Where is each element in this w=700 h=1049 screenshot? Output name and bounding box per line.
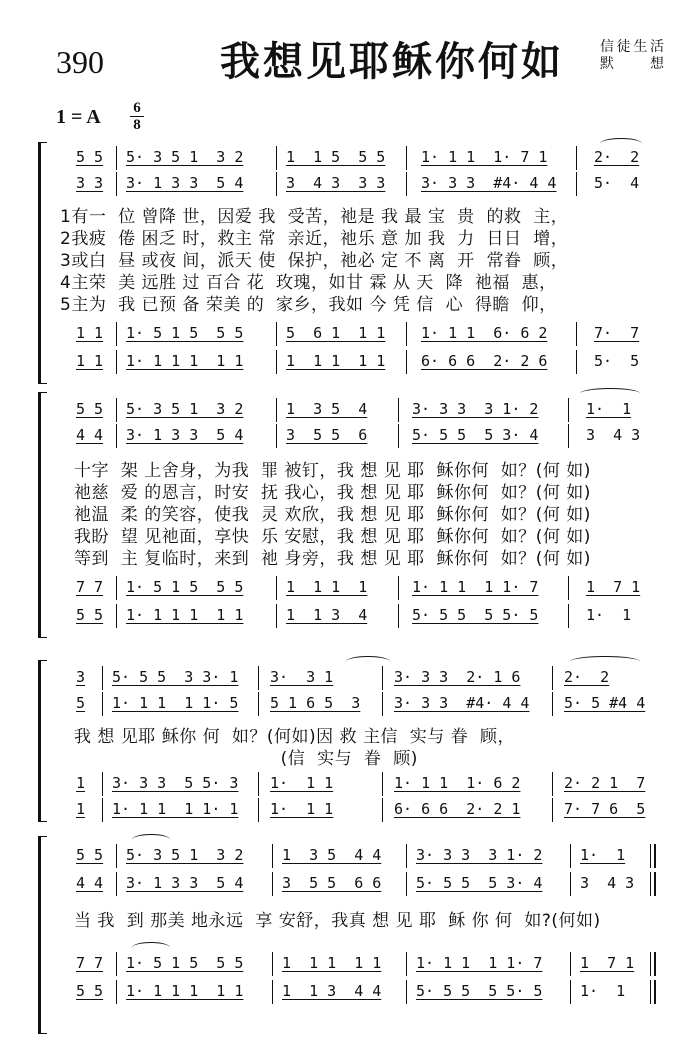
lyric-verse-2: 2我疲 倦 困乏 时，救主 常 亲近，祂乐 意 加 我 力 日日 增， xyxy=(60,229,569,249)
barline xyxy=(116,322,117,346)
note-group: 3 4 3 xyxy=(586,426,641,444)
note-group: 5· 5 5 5 5· 5 xyxy=(412,606,539,624)
note-group: 1· 1 1 1 1 1 xyxy=(126,352,244,370)
note-group: 1· 1 1 1· 7 1 xyxy=(421,148,548,166)
note-group: 7 7 xyxy=(76,578,104,596)
barline xyxy=(116,980,117,1004)
lyric-verse-4: 4主荣 美 远胜 过 百合 花 玫瑰，如甘 霖 从 天 降 祂福 惠， xyxy=(60,273,557,293)
note-group: 4 4 xyxy=(76,426,104,444)
lyric-line: 我 想 见耶 稣你 何 如？(何如)因 救 主信 实与 眷 顾， xyxy=(74,727,516,747)
note-group: 1· 1 xyxy=(586,400,632,418)
barline xyxy=(568,604,569,628)
lower-line-1 xyxy=(76,578,658,600)
note-group: 3· 3 3 5 5· 3 xyxy=(112,774,239,792)
barline xyxy=(276,424,277,448)
barline xyxy=(276,604,277,628)
note-group: 6· 6 6 2· 2 6 xyxy=(421,352,548,370)
tie xyxy=(570,656,640,667)
note-group: 3· 3 3 3 1· 2 xyxy=(412,400,539,418)
note-group: 5· 3 5 1 3 2 xyxy=(126,148,244,166)
barline xyxy=(406,322,407,346)
barline xyxy=(406,172,407,196)
note-group: 2· 2 xyxy=(564,668,610,686)
note-group: 3· 3 3 3 1· 2 xyxy=(416,846,543,864)
lyric-verse-5: 5主为 我 已预 备 荣美 的 家乡，我如 今 凭 信 心 得瞻 仰， xyxy=(60,295,557,315)
upper-line-1 xyxy=(76,846,658,868)
barline xyxy=(576,146,577,170)
barline xyxy=(276,322,277,346)
note-group: 1 3 5 4 xyxy=(286,400,368,418)
barline xyxy=(382,772,383,796)
barline xyxy=(102,666,103,690)
tie xyxy=(600,138,642,149)
note-group: 1 1 5 5 5 xyxy=(286,148,386,166)
barline xyxy=(116,604,117,628)
note-group: 1· 1 1 1· 6 2 xyxy=(394,774,521,792)
note-group: 5· 5 xyxy=(594,352,640,370)
system-brace xyxy=(38,836,47,1034)
note-group: 3 4 3 3 3 xyxy=(286,174,386,192)
barline xyxy=(406,980,407,1004)
note-group: 5· 5 5 3 3· 1 xyxy=(112,668,239,686)
tie xyxy=(132,942,170,953)
barline xyxy=(406,872,407,896)
time-signature xyxy=(130,100,144,133)
note-group: 1 1 3 4 xyxy=(286,606,368,624)
barline xyxy=(568,576,569,600)
barline xyxy=(406,844,407,868)
hymn-title: 我想见耶稣你何如 xyxy=(220,39,564,85)
note-group: 1· 1 1 xyxy=(270,800,334,818)
barline xyxy=(258,772,259,796)
upper-line-1 xyxy=(76,668,658,690)
barline xyxy=(102,692,103,716)
barline xyxy=(406,952,407,976)
lyric-verse-2: 祂慈 爱 的恩言，时安 抚 我心，我 想 见 耶 稣你何 如？(何 如) xyxy=(74,483,591,503)
note-group: 5· 3 5 1 3 2 xyxy=(126,400,244,418)
note-group: 7· 7 6 5 xyxy=(564,800,646,818)
barline xyxy=(382,798,383,822)
system-brace xyxy=(38,392,47,638)
note-group: 5 6 1 1 1 xyxy=(286,324,386,342)
lower-line-2 xyxy=(76,352,658,374)
note-group: 3· 1 3 3 5 4 xyxy=(126,874,244,892)
lyric-verse-1: 十字 架 上舍身，为我 罪 被钉，我 想 见 耶 稣你何 如？(何 如) xyxy=(74,461,591,481)
barline xyxy=(276,146,277,170)
final-barline xyxy=(650,872,656,896)
barline xyxy=(258,692,259,716)
note-group: 1 xyxy=(76,800,86,818)
lyric-verse-4: 我盼 望 见祂面，享快 乐 安慰，我 想 见 耶 稣你何 如？(何 如) xyxy=(74,527,591,547)
barline xyxy=(116,350,117,374)
note-group: 5 5 xyxy=(76,606,104,624)
barline xyxy=(576,172,577,196)
lower-line-1 xyxy=(76,954,658,976)
note-group: 4 4 xyxy=(76,874,104,892)
barline xyxy=(382,692,383,716)
system-brace xyxy=(38,142,47,384)
barline xyxy=(116,844,117,868)
barline xyxy=(570,952,571,976)
barline xyxy=(116,576,117,600)
barline xyxy=(570,872,571,896)
note-group: 3 5 5 6 xyxy=(286,426,368,444)
note-group: 5 5 xyxy=(76,982,104,1000)
note-group: 3· 3 3 2· 1 6 xyxy=(394,668,521,686)
lower-line-2 xyxy=(76,800,658,822)
note-group: 1· 1 1 1 1 1 xyxy=(126,606,244,624)
note-group: 7· 7 xyxy=(594,324,640,342)
barline xyxy=(276,350,277,374)
note-group: 5· 5 5 5 3· 4 xyxy=(412,426,539,444)
note-group: 1 3 5 4 4 xyxy=(282,846,382,864)
lyric-verse-3: 3或白 昼 或夜 间，派天 使 保护，祂必 定 不 离 开 常眷 顾， xyxy=(60,251,569,271)
barline xyxy=(552,798,553,822)
barline xyxy=(382,666,383,690)
note-group: 1· 1 1 1 1· 7 xyxy=(416,954,543,972)
note-group: 3 5 5 6 6 xyxy=(282,874,382,892)
barline xyxy=(116,146,117,170)
lower-line-2 xyxy=(76,982,658,1004)
note-group: 2· 2 xyxy=(594,148,640,166)
note-group: 1· 1 1 6· 6 2 xyxy=(421,324,548,342)
upper-line-2 xyxy=(76,694,658,716)
credits xyxy=(600,39,664,73)
lyric-line-alt: (信 实与 眷 顾) xyxy=(74,749,418,769)
note-group: 1· 1 1 1 1· 1 xyxy=(112,800,239,818)
barline xyxy=(116,172,117,196)
barline xyxy=(116,872,117,896)
barline xyxy=(272,872,273,896)
note-group: 5 5 xyxy=(76,400,104,418)
note-group: 3· 3 3 #4· 4 4 xyxy=(394,694,530,712)
barline xyxy=(276,576,277,600)
note-group: 1· 5 1 5 5 5 xyxy=(126,324,244,342)
note-group: 1 7 1 xyxy=(586,578,641,596)
barline xyxy=(276,172,277,196)
note-group: 7 7 xyxy=(76,954,104,972)
note-group: 3· 1 3 3 5 4 xyxy=(126,174,244,192)
note-group: 1· 5 1 5 5 5 xyxy=(126,578,244,596)
note-group: 1· 1 1 xyxy=(270,774,334,792)
system-brace xyxy=(38,660,47,822)
barline xyxy=(398,576,399,600)
note-group: 1 7 1 xyxy=(580,954,635,972)
note-group: 5· 5 5 5 3· 4 xyxy=(416,874,543,892)
final-barline xyxy=(650,952,656,976)
barline xyxy=(576,322,577,346)
lower-line-1 xyxy=(76,324,658,346)
barline xyxy=(116,424,117,448)
lower-line-1 xyxy=(76,774,658,796)
upper-line-2 xyxy=(76,174,658,196)
note-group: 1· 1 xyxy=(580,982,626,1000)
note-group: 3· 1 3 3 5 4 xyxy=(126,426,244,444)
barline xyxy=(576,350,577,374)
note-group: 1· 1 1 1 1· 7 xyxy=(412,578,539,596)
barline xyxy=(570,980,571,1004)
note-group: 5· 3 5 1 3 2 xyxy=(126,846,244,864)
barline xyxy=(398,604,399,628)
barline xyxy=(116,398,117,422)
lyric-verse-1: 1有一 位 曾降 世，因爱 我 受苦，祂是 我 最 宝 贵 的救 主， xyxy=(60,207,569,227)
lyric-verse-3: 祂温 柔 的笑容，使我 灵 欢欣，我 想 见 耶 稣你何 如？(何 如) xyxy=(74,505,591,525)
note-group: 5 1 6 5 3 xyxy=(270,694,361,712)
barline xyxy=(568,398,569,422)
upper-line-1 xyxy=(76,400,658,422)
barline xyxy=(272,952,273,976)
note-group: 5 xyxy=(76,694,86,712)
time-top: 6 xyxy=(133,100,141,116)
barline xyxy=(398,424,399,448)
note-group: 1 1 1 1 1 xyxy=(286,352,386,370)
note-group: 1· 1 1 1 1· 5 xyxy=(112,694,239,712)
note-group: 6· 6 6 2· 2 1 xyxy=(394,800,521,818)
lyric-line: 当 我 到 那美 地永远 享 安舒，我真 想 见 耶 稣 你 何 如?(何如) xyxy=(74,911,601,931)
note-group: 1 1 1 1 1 xyxy=(282,954,382,972)
final-barline xyxy=(650,844,656,868)
tie xyxy=(580,388,640,399)
lower-line-2 xyxy=(76,606,658,628)
note-group: 3 4 3 xyxy=(580,874,635,892)
arranger-credit: 默想 xyxy=(600,56,664,72)
note-group: 5 5 xyxy=(76,148,104,166)
barline xyxy=(116,952,117,976)
source-credit: 信徒生活 xyxy=(600,39,664,55)
barline xyxy=(102,772,103,796)
note-group: 1 1 3 4 4 xyxy=(282,982,382,1000)
note-group: 5· 5 #4 4 xyxy=(564,694,646,712)
note-group: 2· 2 1 7 xyxy=(564,774,646,792)
barline xyxy=(552,666,553,690)
note-group: 5 5 xyxy=(76,846,104,864)
note-group: 3· 3 1 xyxy=(270,668,334,686)
key-signature: 1 = A xyxy=(56,106,101,128)
note-group: 3· 3 3 #4· 4 4 xyxy=(421,174,557,192)
note-group: 1· 5 1 5 5 5 xyxy=(126,954,244,972)
barline xyxy=(272,844,273,868)
note-group: 1 xyxy=(76,774,86,792)
note-group: 5· 5 5 5 5· 5 xyxy=(416,982,543,1000)
hymn-number: 390 xyxy=(56,44,104,80)
lyric-verse-5: 等到 主 复临时，来到 祂 身旁，我 想 见 耶 稣你何 如？(何 如) xyxy=(74,549,591,569)
note-group: 3 3 xyxy=(76,174,104,192)
upper-line-1 xyxy=(76,148,658,170)
note-group: 1 1 1 1 xyxy=(286,578,368,596)
barline xyxy=(276,398,277,422)
tie xyxy=(346,656,390,667)
barline xyxy=(570,844,571,868)
barline xyxy=(258,666,259,690)
barline xyxy=(272,980,273,1004)
tie xyxy=(132,834,170,845)
upper-line-2 xyxy=(76,874,658,896)
note-group: 1· 1 1 1 1 1 xyxy=(126,982,244,1000)
barline xyxy=(102,798,103,822)
barline xyxy=(406,350,407,374)
barline xyxy=(398,398,399,422)
note-group: 3 xyxy=(76,668,86,686)
barline xyxy=(552,772,553,796)
note-group: 1· 1 xyxy=(586,606,632,624)
note-group: 1 1 xyxy=(76,352,104,370)
barline xyxy=(568,424,569,448)
barline xyxy=(552,692,553,716)
note-group: 1 1 xyxy=(76,324,104,342)
note-group: 1· 1 xyxy=(580,846,626,864)
final-barline xyxy=(650,980,656,1004)
upper-line-2 xyxy=(76,426,658,448)
note-group: 5· 4 xyxy=(594,174,640,192)
barline xyxy=(406,146,407,170)
barline xyxy=(258,798,259,822)
time-bottom: 8 xyxy=(133,117,141,133)
